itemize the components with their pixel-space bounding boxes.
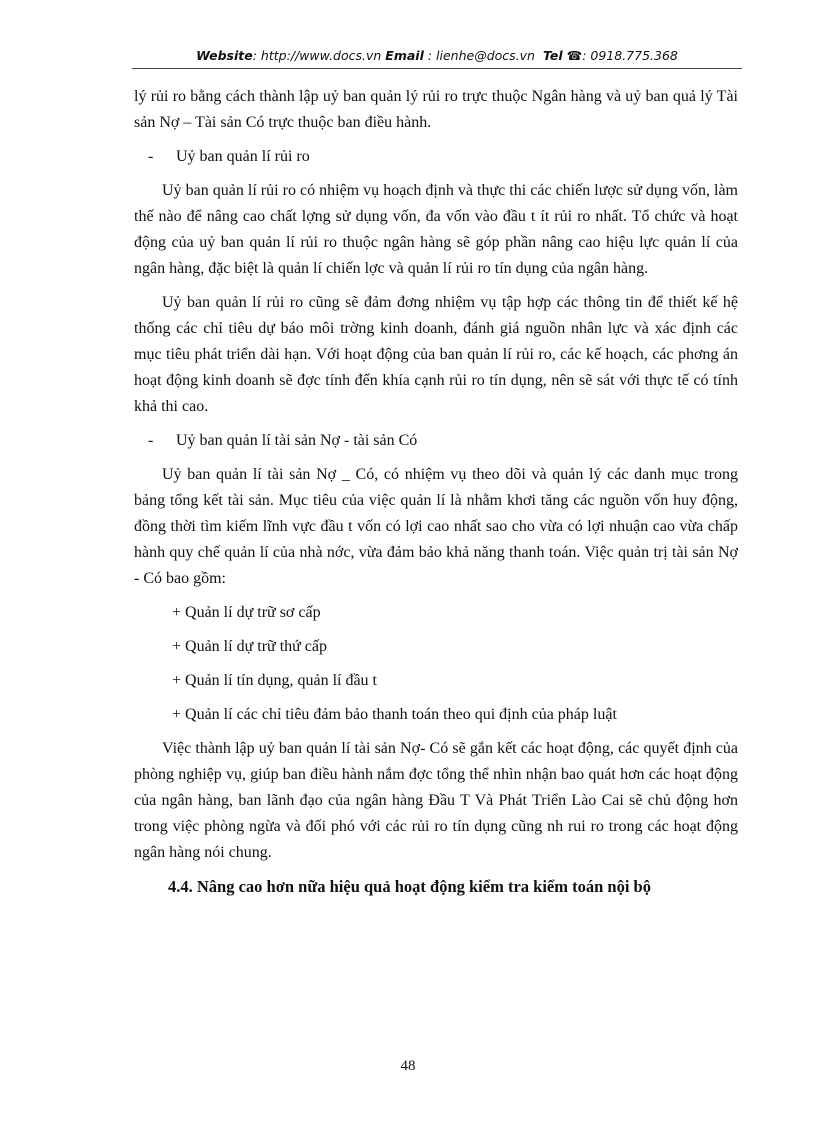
bullet-item-risk-committee bbox=[134, 144, 738, 170]
page-header bbox=[132, 43, 742, 69]
tel-label: Tel bbox=[542, 48, 563, 63]
section-heading: 4.4. Nâng cao hơn nữa hiệu quả hoạt động kiểm tra kiểm toán nội bộ bbox=[168, 877, 651, 896]
list-item: + Quản lí dự trữ sơ cấp bbox=[172, 604, 321, 621]
tel-value: : 0918.775.368 bbox=[582, 48, 678, 63]
phone-icon: ☎ bbox=[566, 48, 583, 63]
dash-marker: - bbox=[148, 148, 154, 165]
website-label: Website bbox=[196, 48, 253, 63]
email-value: : lienhe@docs.vn bbox=[427, 48, 535, 63]
bullet-text: Uỷ ban quản lí rủi ro bbox=[176, 148, 310, 165]
email-label: Email bbox=[385, 48, 424, 63]
paragraph-2: Uỷ ban quản lí rủi ro có nhiệm vụ hoạch định và thực thi các chiến lược sử dụng vốn, làm thế nào để nâng cao chất lợng sử dụng vốn, đa vốn vào đầu t ít rủi ro nhất. Tổ chức và hoạt động của uỷ ban quản lí rủi ro thuộc ngân hàng sẽ góp phần nâng cao hiệu lực quản lí của ngân hàng, đặc biệt là quản lí chiến lợc và quản lí rủi ro tín dụng của ngân hàng. bbox=[134, 182, 738, 277]
dash-marker: - bbox=[148, 432, 154, 449]
paragraph-1: lý rủi ro bằng cách thành lập uỷ ban quản lý rủi ro trực thuộc Ngân hàng và uỷ ban quả lý Tài sản Nợ – Tài sản Có trực thuộc ban điều hành. bbox=[134, 88, 738, 131]
list-item: + Quản lí tín dụng, quản lí đầu t bbox=[172, 672, 377, 689]
paragraph-5: Việc thành lập uỷ ban quản lí tài sản Nợ- Có sẽ gắn kết các hoạt động, các quyết định của phòng nghiệp vụ, giúp ban điều hành nắm đợc tổng thể nhìn nhận bao quát hơn các hoạt động của ngân hàng, ban lãnh đạo của ngân hàng Đầu T Và Phát Triển Lào Cai sẽ chủ động hơn trong việc phòng ngừa và đối phó với các rủi ro tín dụng cũng nh rui ro trong các hoạt động ngân hàng nói chung. bbox=[134, 740, 738, 861]
bullet-text: Uỷ ban quản lí tài sản Nợ - tài sản Có bbox=[176, 432, 418, 449]
list-item: + Quản lí dự trữ thứ cấp bbox=[172, 638, 328, 655]
document-body bbox=[134, 84, 738, 908]
paragraph-4: Uỷ ban quản lí tài sản Nợ _ Có, có nhiệm vụ theo dõi và quản lý các danh mục trong bảng tổng kết tài sản. Mục tiêu của việc quản lí là nhằm khơi tăng các nguồn vốn huy động, đồng thời tìm kiếm lĩnh vực đầu t vốn có lợi cao nhất sao cho vừa có lợi nhuận cao vừa chấp hành quy chế quản lí của nhà nớc, vừa đảm bảo khả năng thanh toán. Việc quản trị tài sản Nợ - Có bao gồm: bbox=[134, 466, 738, 587]
paragraph-3: Uỷ ban quản lí rủi ro cũng sẽ đảm đơng nhiệm vụ tập hợp các thông tin để thiết kế hệ thống các chỉ tiêu dự báo môi trờng kinh doanh, đánh giá nguồn nhân lực và xác định các mục tiêu phát triển dài hạn. Với hoạt động của ban quản lí rủi ro, các kế hoạch, các phơng án hoạt động kinh doanh sẽ đợc tính đến khía cạnh rủi ro tín dụng, nên sẽ sát với thực tế có tính khả thi cao. bbox=[134, 294, 738, 415]
page-number: 48 bbox=[400, 1058, 416, 1074]
website-value: : http://www.docs.vn bbox=[252, 48, 382, 63]
list-item: + Quản lí các chỉ tiêu đảm bảo thanh toán theo qui định của pháp luật bbox=[172, 706, 617, 723]
bullet-item-asset-committee bbox=[134, 428, 738, 454]
